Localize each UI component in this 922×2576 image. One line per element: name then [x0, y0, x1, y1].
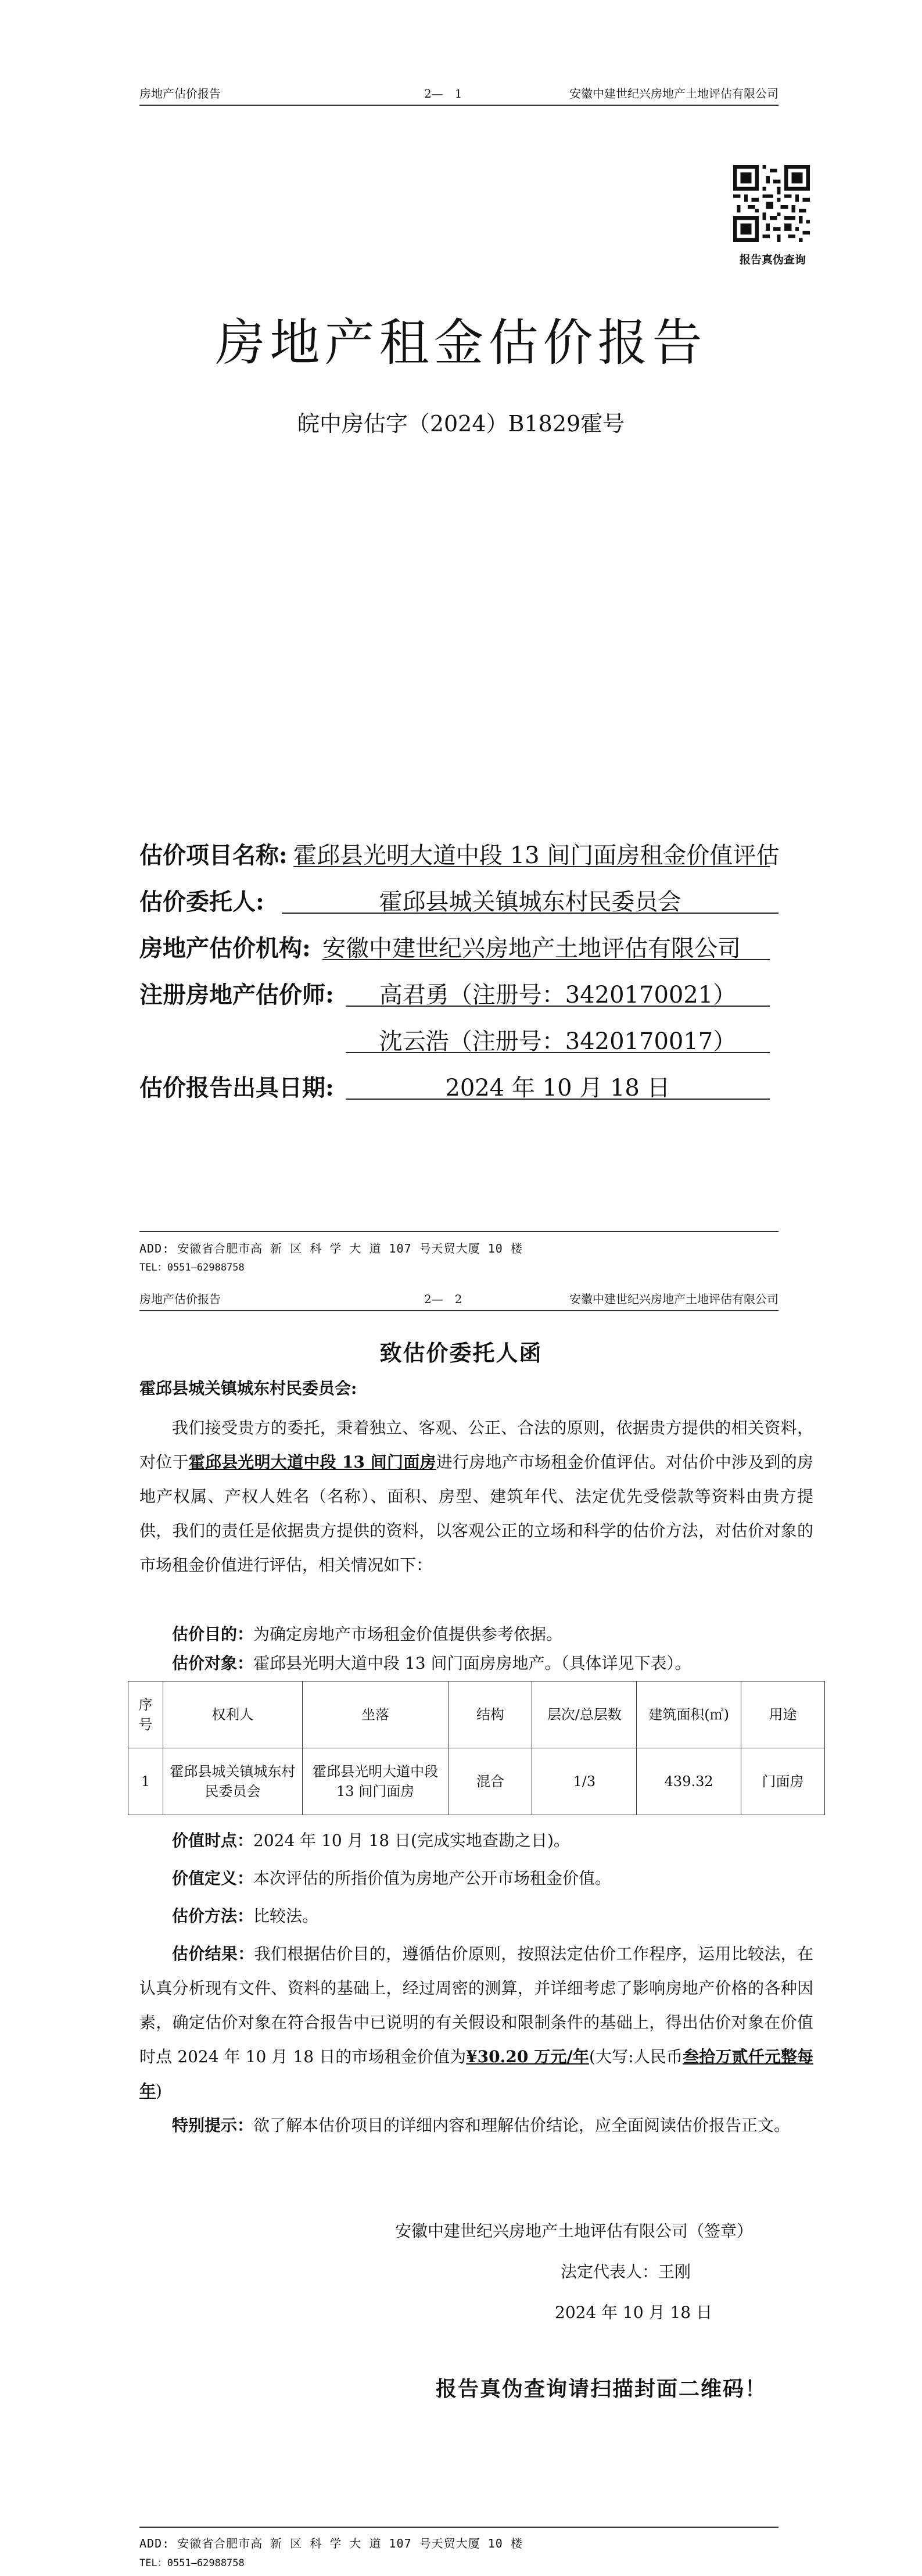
field-date	[139, 1069, 670, 1101]
result-upper-prefix: (大写:人民币	[589, 2047, 683, 2066]
company-signature: 安徽中建世纪兴房地产土地评估有限公司（签章）	[395, 2221, 754, 2241]
footer-divider	[139, 1231, 779, 1232]
report-title: 房地产租金估价报告	[215, 314, 707, 372]
definition-label: 价值定义：	[172, 1869, 254, 1888]
result-paragraph	[139, 1937, 813, 2108]
field-agency-value: 安徽中建世纪兴房地产土地评估有限公司	[322, 930, 770, 960]
td-structure: 混合	[449, 1748, 532, 1815]
cover-page	[0, 0, 922, 1283]
th-usage: 用途	[741, 1681, 825, 1748]
field-date-value: 2024 年 10 月 18 日	[346, 1069, 770, 1100]
signature-date: 2024 年 10 月 18 日	[555, 2303, 713, 2322]
qr-code-icon[interactable]	[733, 165, 810, 242]
th-index: 序号	[128, 1681, 163, 1748]
object-value: 霍邱县光明大道中段 13 间门面房房地产。（具体详见下表）。	[253, 1654, 691, 1673]
verify-notice: 报告真伪查询请扫描封面二维码！	[436, 2377, 767, 2401]
header-page-number: 2— 1	[424, 87, 462, 101]
header-right: 安徽中建世纪兴房地产土地评估有限公司	[569, 87, 779, 101]
letter-page	[0, 1283, 922, 2576]
th-owner: 权利人	[163, 1681, 302, 1748]
footer-address: ADD: 安徽省合肥市高 新 区 科 学 大 道 107 号天贸大厦 10 楼	[139, 1242, 523, 1255]
header-left: 房地产估价报告	[139, 1292, 221, 1306]
footer-divider	[139, 2527, 779, 2528]
page-header	[139, 87, 779, 106]
letter-title: 致估价委托人函	[379, 1340, 543, 1366]
result-text: 我们根据估价目的，遵循估价原则，按照法定估价工作程序，运用比较法，在认真分析现有文件、资料的基础上，经过周密的测算，并详细考虑了影响房地产价格的各种因素，确定估价对象在符合报告中已说明的有关假设和限制条件的基础上，得出估价对象在价值时点 2024 年 10 月 18 日的市场租金价值为	[139, 1944, 813, 2066]
footer-tel: TEL：0551—62988758	[139, 1262, 245, 1273]
td-floors: 1/3	[532, 1748, 637, 1815]
definition-value: 本次评估的所指价值为房地产公开市场租金价值。	[253, 1869, 612, 1888]
object-line	[139, 1646, 846, 1680]
table-row	[128, 1748, 825, 1815]
field-client-value: 霍邱县城关镇城东村民委员会	[282, 883, 779, 914]
special-paragraph	[139, 2108, 813, 2142]
field-project	[139, 837, 780, 869]
field-appraiser	[139, 976, 737, 1008]
td-location: 霍邱县光明大道中段 13 间门面房	[302, 1748, 449, 1815]
result-upper-suffix: )	[156, 2081, 162, 2101]
td-area: 439.32	[637, 1748, 741, 1815]
field-agency-label: 房地产估价机构:	[139, 935, 311, 962]
field-project-label: 估价项目名称:	[139, 842, 288, 869]
intro-a: 我们接受贵方的委托，秉着独立、客观、公正、合法的原则，依据贵方提供的相关资料，对位于	[139, 1418, 813, 1472]
field-project-value: 霍邱县光明大道中段 13 间门面房租金价值评估	[293, 837, 770, 867]
field-appraiser-label: 注册房地产估价师:	[139, 981, 334, 1008]
special-label: 特别提示：	[172, 2116, 254, 2135]
th-area: 建筑面积(㎡)	[637, 1681, 741, 1748]
property-table	[128, 1681, 825, 1815]
th-structure: 结构	[449, 1681, 532, 1748]
field-appraiser-1: 高君勇（注册号：3420170021）	[346, 976, 770, 1007]
result-upper-value: 叁拾万贰仟元整每年	[139, 2047, 813, 2101]
td-usage: 门面房	[741, 1748, 825, 1815]
result-label: 估价结果：	[172, 1944, 254, 1963]
special-value: 欲了解本估价项目的详细内容和理解估价结论，应全面阅读估价报告正文。	[253, 2116, 791, 2135]
legal-representative: 法定代表人：王刚	[561, 2262, 691, 2281]
th-floors: 层次/总层数	[532, 1681, 637, 1748]
purpose-label: 估价目的：	[172, 1625, 254, 1644]
time-value: 2024 年 10 月 18 日(完成实地查勘之日)。	[253, 1831, 570, 1850]
object-label: 估价对象：	[172, 1654, 254, 1673]
time-label: 价值时点：	[172, 1831, 254, 1850]
header-page-number: 2— 2	[424, 1292, 462, 1306]
page-header	[139, 1293, 779, 1311]
report-number: 皖中房估字（2024）B1829霍号	[297, 411, 625, 437]
letter-recipient: 霍邱县城关镇城东村民委员会:	[139, 1379, 357, 1398]
intro-property: 霍邱县光明大道中段 13 间门面房	[188, 1452, 436, 1472]
header-right: 安徽中建世纪兴房地产土地评估有限公司	[569, 1292, 779, 1306]
definition-line	[139, 1861, 846, 1895]
method-line	[139, 1899, 846, 1933]
qr-caption: 报告真伪查询	[739, 253, 806, 266]
purpose-value: 为确定房地产市场租金价值提供参考依据。	[253, 1625, 563, 1644]
intro-paragraph	[139, 1411, 813, 1582]
field-date-label: 估价报告出具日期:	[139, 1074, 334, 1101]
table-header-row	[128, 1681, 825, 1748]
td-owner: 霍邱县城关镇城东村民委员会	[163, 1748, 302, 1815]
td-index: 1	[128, 1748, 163, 1815]
time-line	[139, 1823, 846, 1858]
th-location: 坐落	[302, 1681, 449, 1748]
method-label: 估价方法：	[172, 1906, 254, 1926]
method-value: 比较法。	[253, 1906, 319, 1926]
footer-tel: TEL：0551—62988758	[139, 2557, 245, 2569]
header-left: 房地产估价报告	[139, 87, 221, 101]
field-client-label: 估价委托人:	[139, 888, 264, 915]
intro-c: 进行房地产市场租金价值评估。对估价中涉及到的房地产权属、产权人姓名（名称）、面积、房型、建筑年代、法定优先受偿款等资料由贵方提供，我们的责任是依据贵方提供的资料，以客观公正的立场和科学的估价方法，对估价对象的市场租金价值进行评估，相关情况如下：	[139, 1452, 813, 1575]
field-client	[139, 883, 681, 915]
footer-address: ADD: 安徽省合肥市高 新 区 科 学 大 道 107 号天贸大厦 10 楼	[139, 2536, 523, 2550]
result-value: ¥30.20 万元/年	[466, 2047, 589, 2066]
field-appraiser-2: 沈云浩（注册号：3420170017）	[346, 1023, 770, 1053]
field-agency	[139, 930, 741, 962]
